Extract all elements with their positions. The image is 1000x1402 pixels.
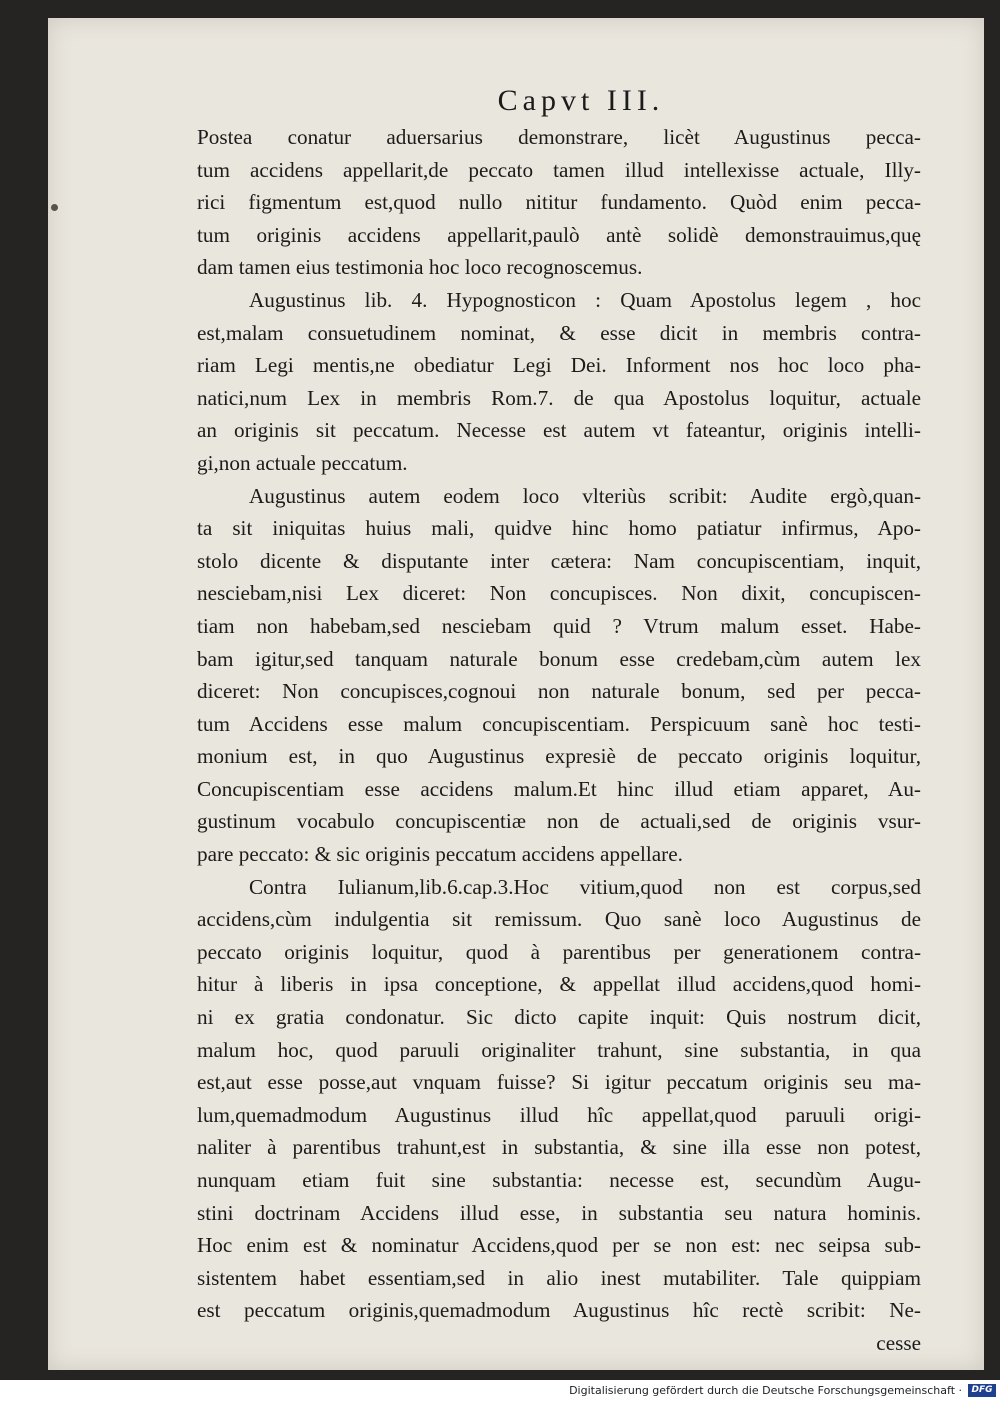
- text-line: ni ex gratia condonatur. Sic dicto capite inquit: Quis nostrum dicit,: [197, 1005, 921, 1030]
- text-line: est peccatum originis,quemadmodum Augustinus hîc rectè scribit: Ne-: [197, 1298, 921, 1323]
- text-line: Augustinus autem eodem loco vlteriùs scribit: Audite ergò,quan-: [249, 483, 921, 508]
- text-line: tiam non habebam,sed nesciebam quid ? Vtrum malum esset. Habe-: [197, 613, 921, 638]
- text-line: an originis sit peccatum. Necesse est autem vt fateantur, originis intelli-: [197, 418, 921, 443]
- text-line: stini doctrinam Accidens illud esse, in substantia seu natura hominis.: [197, 1200, 921, 1225]
- text-line: stolo dicente & disputante inter cætera: Nam concupiscentiam, inquit,: [197, 548, 921, 573]
- text-line: nesciebam,nisi Lex diceret: Non concupisces. Non dixit, concupiscen-: [197, 581, 921, 606]
- text-line: Contra Iulianum,lib.6.cap.3.Hoc vitium,quod non est corpus,sed: [249, 874, 921, 899]
- page-header: Capvt III.: [497, 84, 665, 117]
- text-line: dam tamen eius testimonia hoc loco recognoscemus.: [197, 255, 643, 280]
- text-line: tum Accidens esse malum concupiscentiam. Perspicuum sanè hoc testi-: [197, 711, 921, 736]
- catchword: cesse: [876, 1330, 921, 1355]
- text-line: ta sit iniquitas huius mali, quidve hinc homo patiatur infirmus, Apo-: [197, 516, 921, 541]
- text-line: Hoc enim est & nominatur Accidens,quod per se non est: nec seipsa sub-: [197, 1233, 921, 1258]
- footer-bar: [0, 1380, 1000, 1402]
- text-line: sistentem habet essentiam,sed in alio inest mutabiliter. Tale quippiam: [197, 1265, 921, 1290]
- text-line: malum hoc, quod paruuli originaliter trahunt, sine substantia, in qua: [197, 1037, 921, 1062]
- dfg-logo: DFG: [968, 1384, 996, 1397]
- text-line: riam Legi mentis,ne obediatur Legi Dei. Informent nos hoc loco pha-: [197, 353, 921, 378]
- text-line: lum,quemadmodum Augustinus illud hîc appellat,quod paruuli origi-: [197, 1102, 921, 1127]
- text-line: peccato originis loquitur, quod à parentibus per generationem contra-: [197, 939, 921, 964]
- text-line: monium est, in quo Augustinus expresiè de peccato originis loquitur,: [197, 744, 921, 769]
- text-line: natici,num Lex in membris Rom.7. de qua Apostolus loquitur, actuale: [197, 385, 921, 410]
- text-line: est,malam consuetudinem nominat, & esse dicit in membris contra-: [197, 320, 921, 345]
- body-text: [197, 121, 921, 1360]
- text-line: accidens,cùm indulgentia sit remissum. Quo sanè loco Augustinus de: [197, 907, 921, 932]
- text-line: tum accidens appellarit,de peccato tamen illud intellexisse actuale, Illy-: [197, 157, 921, 182]
- text-line: est,aut esse posse,aut vnquam fuisse? Si igitur peccatum originis seu ma-: [197, 1070, 921, 1095]
- text-line: gi,non actuale peccatum.: [197, 450, 408, 475]
- ink-blot: [51, 204, 58, 211]
- text-line: hitur à liberis in ipsa conceptione, & appellat illud accidens,quod homi-: [197, 972, 921, 997]
- text-line: Concupiscentiam esse accidens malum.Et hinc illud etiam apparet, Au-: [197, 776, 921, 801]
- text-line: tum originis accidens appellarit,paulò antè solidè demonstrauimus,quę: [197, 222, 921, 247]
- text-line: naliter à parentibus trahunt,est in substantia, & sine illa esse non potest,: [197, 1135, 921, 1160]
- text-line: Postea conatur aduersarius demonstrare, licèt Augustinus pecca-: [197, 125, 921, 149]
- text-line: nunquam etiam fuit sine substantia: necesse est, secundùm Augu-: [197, 1168, 921, 1192]
- text-line: rici figmentum est,quod nullo nititur fundamento. Quòd enim pecca-: [197, 190, 921, 215]
- text-line: bam igitur,sed tanquam naturale bonum esse credebam,cùm autem lex: [197, 646, 921, 671]
- text-line: gustinum vocabulo concupiscentiæ non de actuali,sed de originis vsur-: [197, 809, 921, 834]
- text-line: diceret: Non concupisces,cognoui non naturale bonum, sed per pecca-: [197, 679, 921, 704]
- text-line: pare peccato: & sic originis peccatum accidens appellare.: [197, 842, 683, 867]
- text-line: Augustinus lib. 4. Hypognosticon : Quam Apostolus legem , hoc: [249, 287, 921, 312]
- funding-credit: Digitalisierung gefördert durch die Deutsche Forschungsgemeinschaft ·: [569, 1384, 962, 1397]
